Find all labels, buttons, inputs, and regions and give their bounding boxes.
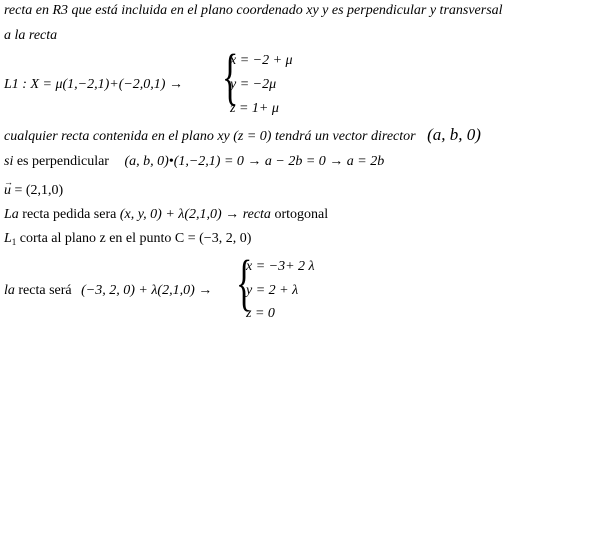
text-line-4-body: cualquier recta contenida en el plano xy (z = 0) tendrá un vector director bbox=[4, 129, 416, 144]
si-word: si bbox=[4, 154, 14, 169]
l1-system-y: y = −2μ bbox=[230, 77, 277, 92]
text-line-5 bbox=[4, 154, 384, 170]
recta-pedida-equation: (x, y, 0) + λ(2,1,0) → bbox=[119, 207, 240, 222]
text-line-1: recta en R3 que está incluida en el plano coordenado xy y es perpendicular y transversal bbox=[4, 3, 503, 18]
perpendicular-text: es perpendicular bbox=[16, 154, 109, 169]
perpendicular-equation: (a, b, 0)•(1,−2,1) = 0 → a − 2b = 0 → a = 2b bbox=[124, 154, 385, 169]
text-line-8 bbox=[4, 231, 251, 250]
text-line-7 bbox=[4, 207, 328, 223]
corta-text: corta al plano z en el punto C = (−3, 2, 0) bbox=[19, 231, 252, 246]
final-system-y: y = 2 + λ bbox=[246, 283, 299, 298]
final-system-x: x = −3+ 2 λ bbox=[246, 259, 315, 274]
final-system-z: z = 0 bbox=[246, 306, 275, 321]
recta-sera-text: recta será bbox=[18, 283, 72, 298]
recta-pedida-text: recta pedida sera bbox=[22, 207, 117, 222]
recta-sera-equation: (−3, 2, 0) + λ(2,1,0) → bbox=[81, 283, 213, 298]
l1-symbol: L bbox=[4, 231, 12, 246]
la-word-2: la bbox=[4, 283, 15, 298]
text-line-6 bbox=[4, 183, 63, 199]
u-vector: → u bbox=[4, 183, 11, 199]
l1-equation-lhs: L1 : X = μ(1,−2,1)+(−2,0,1) → bbox=[4, 77, 183, 92]
l1-subscript: 1 bbox=[11, 237, 17, 247]
l1-system-z: z = 1+ μ bbox=[230, 101, 279, 116]
brace-1: { bbox=[222, 43, 239, 111]
text-line-9 bbox=[4, 283, 212, 299]
ortogonal-word: ortogonal bbox=[274, 207, 329, 222]
brace-2: { bbox=[236, 249, 253, 317]
la-word: La bbox=[4, 207, 19, 222]
recta-word: recta bbox=[242, 207, 271, 222]
text-line-2: a la recta bbox=[4, 28, 58, 43]
l1-equation bbox=[4, 77, 183, 93]
text-line-4 bbox=[4, 127, 481, 145]
l1-system-x: x = −2 + μ bbox=[230, 53, 293, 68]
director-vector: (a, b, 0) bbox=[427, 125, 481, 144]
u-value: = (2,1,0) bbox=[14, 183, 64, 198]
